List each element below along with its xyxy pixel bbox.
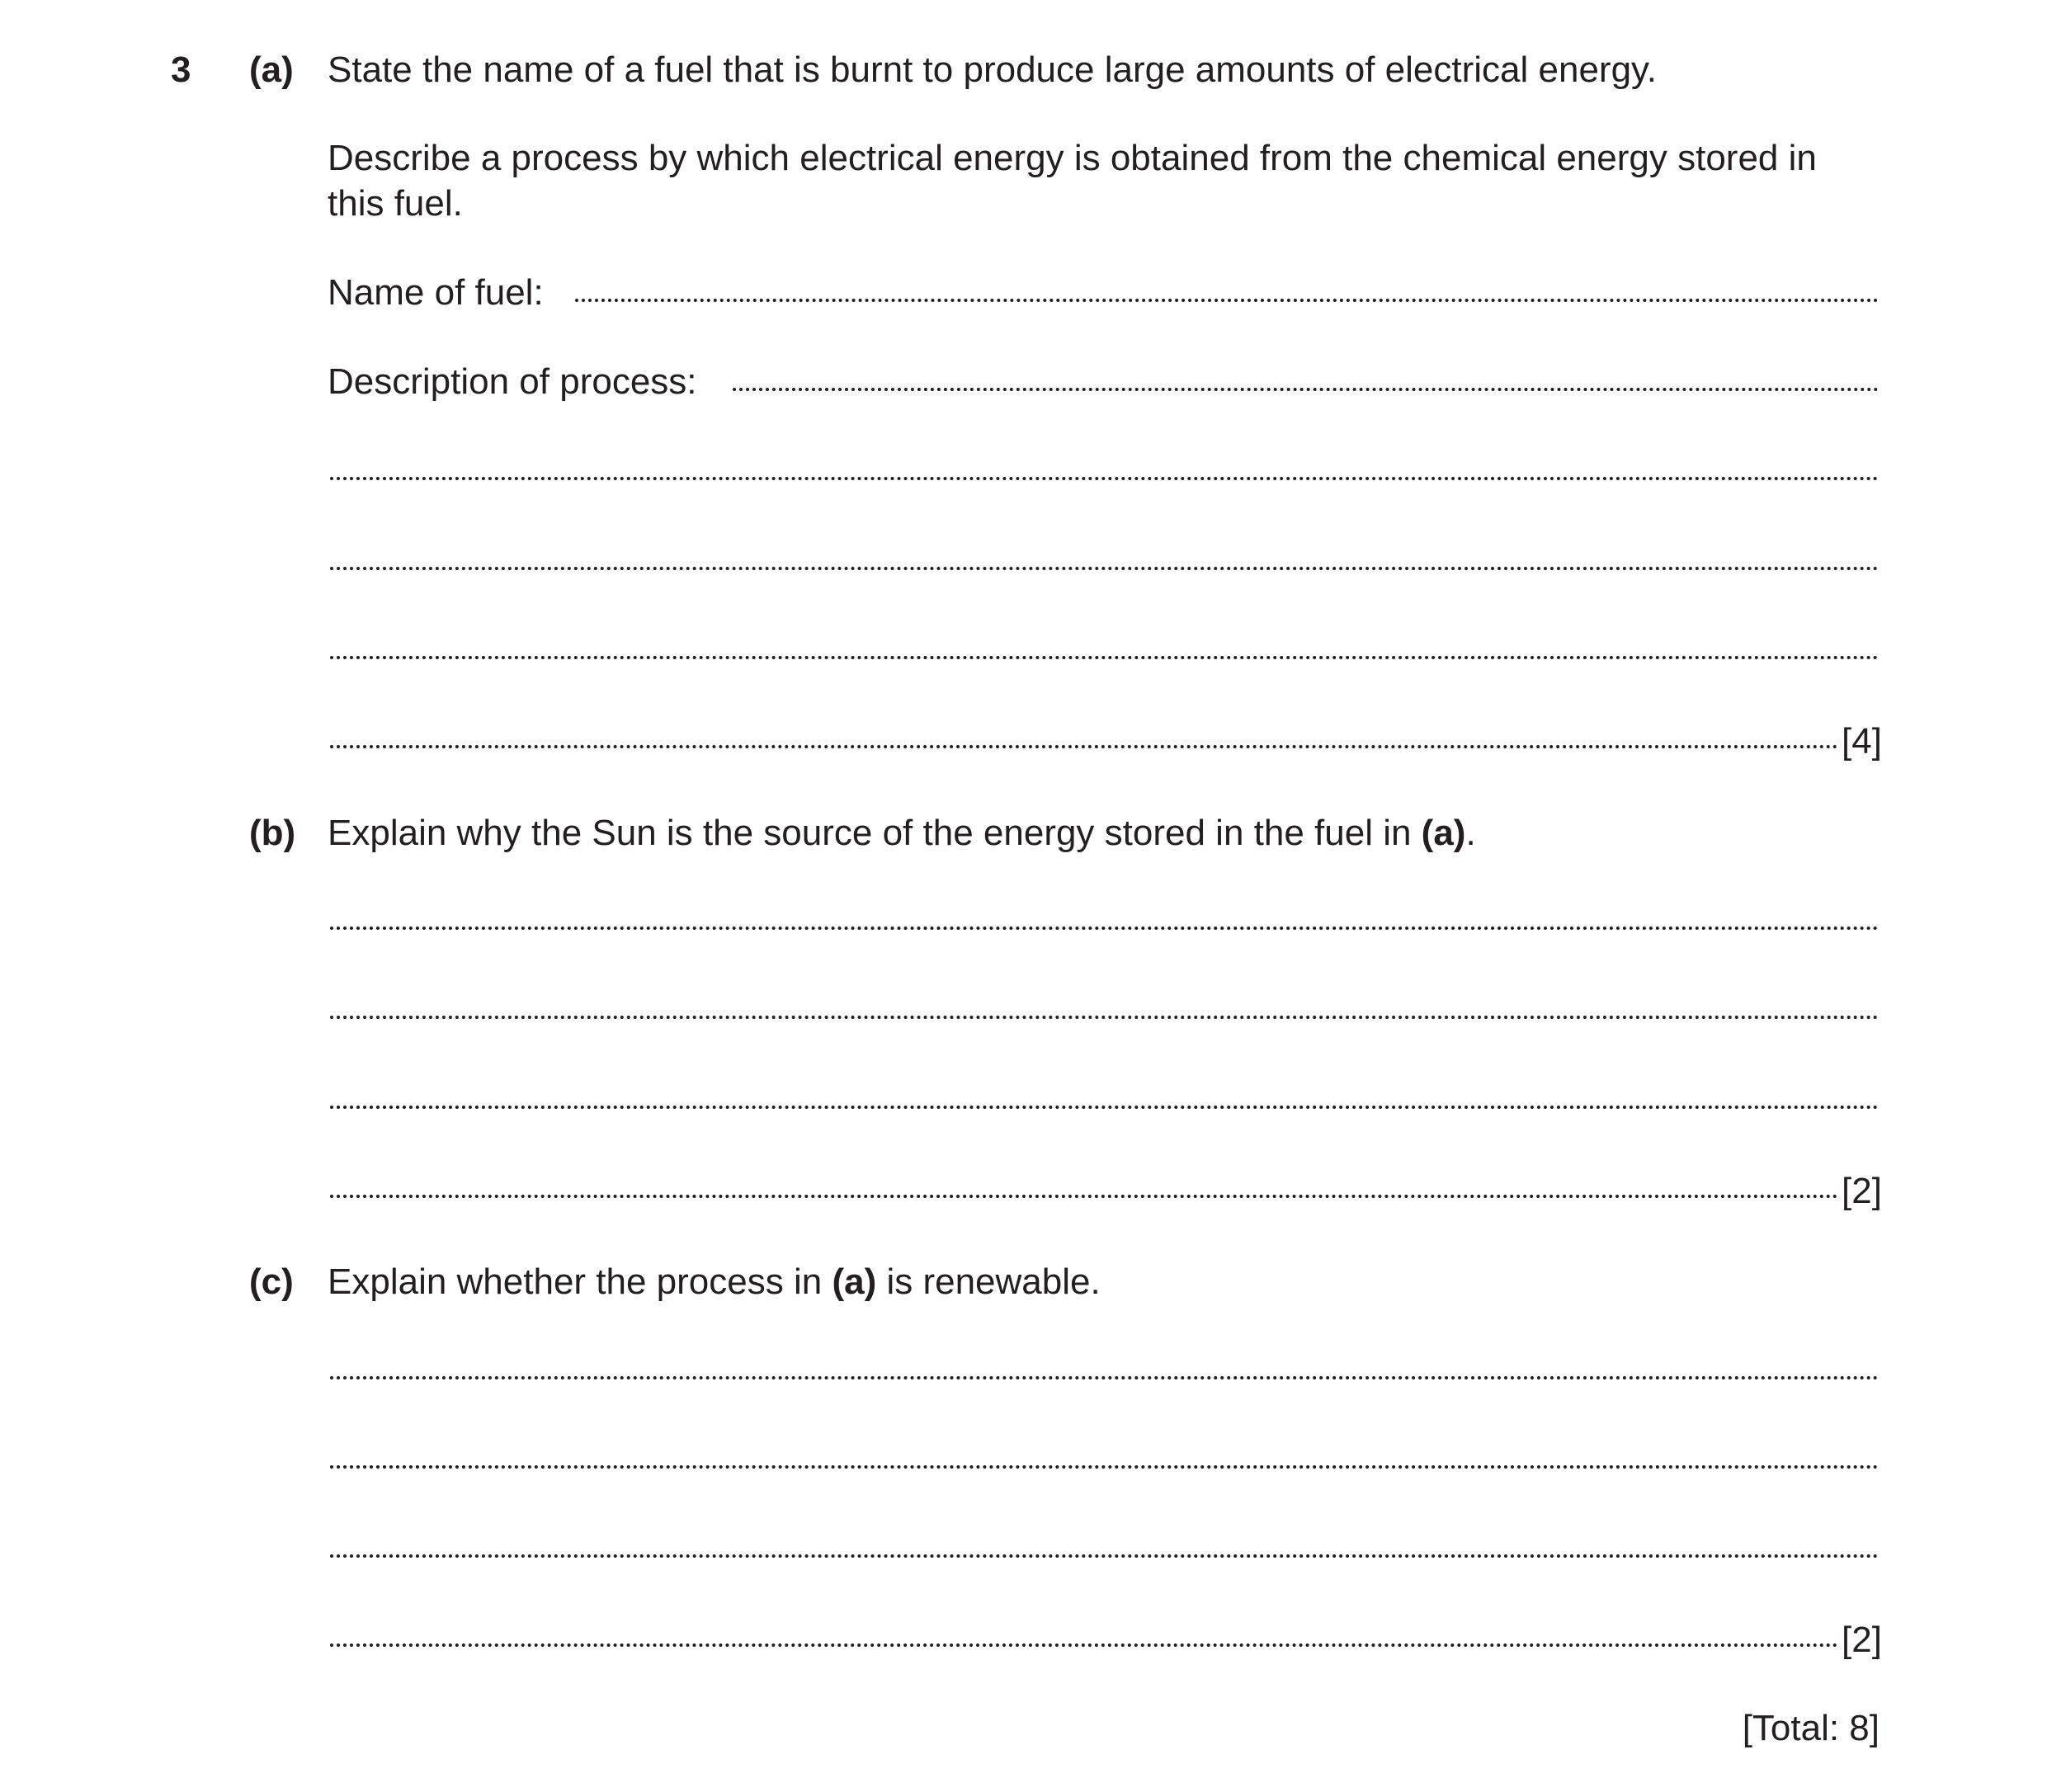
part-a-question: State the name of a fuel that is burnt to produce large amounts of electrical energy. xyxy=(328,50,1658,90)
part-b-text-end: . xyxy=(1465,813,1476,853)
question-number: 3 xyxy=(171,50,191,90)
part-b-answer-line-4[interactable] xyxy=(330,1195,1838,1198)
part-a-instruction-line-2: this fuel. xyxy=(328,183,463,224)
process-answer-line-2[interactable] xyxy=(330,477,1879,480)
part-b-marks: [2] xyxy=(1842,1171,1882,1211)
process-description-label: Description of process: xyxy=(328,361,697,402)
part-c-answer-line-3[interactable] xyxy=(330,1554,1879,1558)
part-b-answer-line-1[interactable] xyxy=(330,927,1879,930)
part-b-answer-line-3[interactable] xyxy=(330,1106,1879,1109)
part-a-instruction-line-1: Describe a process by which electrical energy is obtained from the chemical energy stored in xyxy=(328,138,1817,178)
fuel-name-answer-line[interactable] xyxy=(575,299,1879,302)
part-c-question xyxy=(328,1261,1101,1302)
part-c-text: Explain whether the process in xyxy=(328,1261,832,1302)
part-c-reference: (a) xyxy=(832,1261,877,1302)
part-b-question xyxy=(328,815,1476,851)
part-a-label: (a) xyxy=(249,50,294,90)
part-b-reference: (a) xyxy=(1421,813,1466,853)
part-a-marks: [4] xyxy=(1842,721,1882,762)
total-marks: [Total: 8] xyxy=(1742,1708,1880,1748)
process-answer-line-1[interactable] xyxy=(733,388,1879,391)
part-c-answer-line-2[interactable] xyxy=(330,1465,1879,1469)
part-b-label: (b) xyxy=(249,813,296,853)
part-b-text: Explain why the Sun is the source of the energy stored in the fuel in xyxy=(328,813,1422,853)
part-c-marks: [2] xyxy=(1842,1620,1882,1660)
fuel-name-label: Name of fuel: xyxy=(328,272,544,313)
process-answer-line-4[interactable] xyxy=(330,656,1879,659)
part-c-answer-line-1[interactable] xyxy=(330,1376,1879,1379)
part-c-answer-line-4[interactable] xyxy=(330,1643,1838,1647)
part-c-label: (c) xyxy=(249,1261,294,1302)
part-b-answer-line-2[interactable] xyxy=(330,1016,1879,1019)
process-answer-line-5[interactable] xyxy=(330,745,1838,748)
part-c-text-end: is renewable. xyxy=(876,1261,1101,1302)
process-answer-line-3[interactable] xyxy=(330,567,1879,570)
